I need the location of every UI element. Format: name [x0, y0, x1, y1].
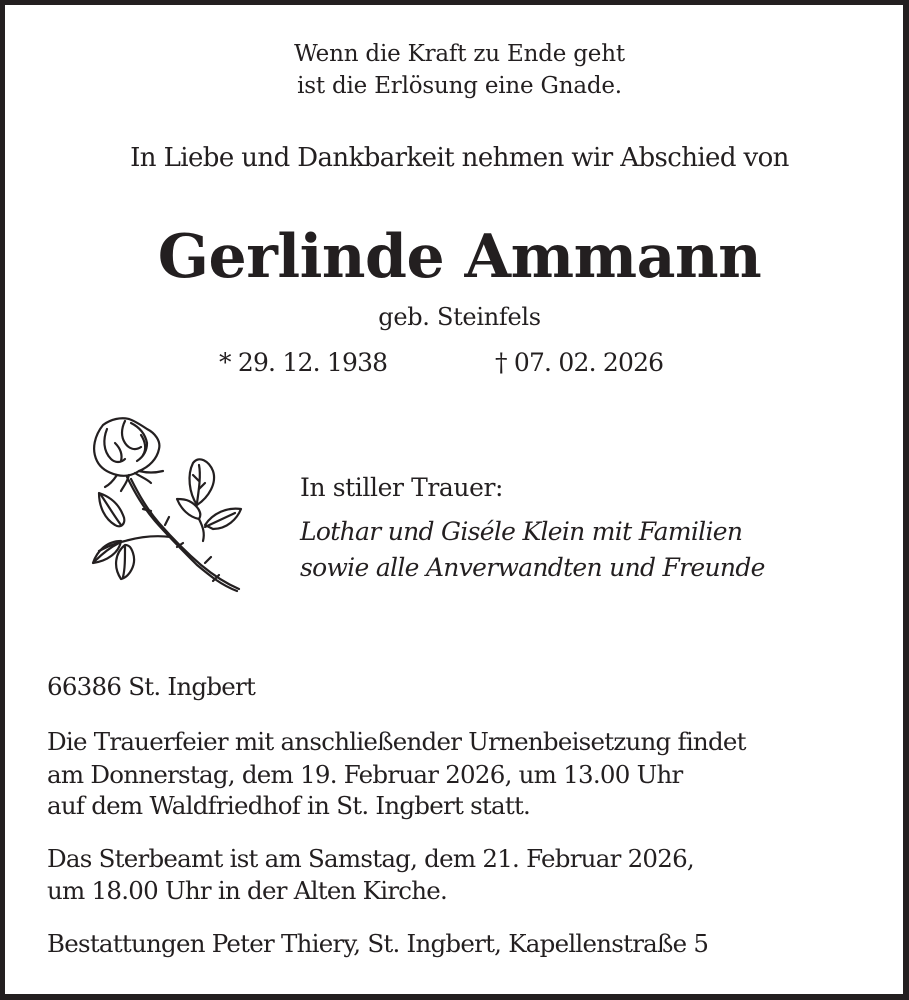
- mourners-line-2: sowie alle Anverwandten und Freunde: [300, 553, 765, 582]
- deceased-name: Gerlinde Ammann: [157, 222, 762, 292]
- location: 66386 St. Ingbert: [47, 672, 256, 701]
- motto-line-1: Wenn die Kraft zu Ende geht: [294, 41, 625, 67]
- mourners-heading: In stiller Trauer:: [300, 473, 504, 502]
- requiem-line-2: um 18.00 Uhr in der Alten Kirche.: [47, 876, 448, 905]
- birth-date: * 29. 12. 1938: [219, 348, 388, 377]
- mourners-line-1: Lothar und Giséle Klein mit Familien: [300, 517, 743, 546]
- intro-text: In Liebe und Dankbarkeit nehmen wir Abschied von: [130, 143, 789, 173]
- funeral-line-1: Die Trauerfeier mit anschließender Urnenbeisetzung findet: [47, 727, 746, 756]
- funeral-line-3: auf dem Waldfriedhof in St. Ingbert statt.: [47, 791, 531, 820]
- rose-icon: [85, 413, 251, 595]
- motto-line-2: ist die Erlösung eine Gnade.: [297, 73, 622, 99]
- undertaker-info: Bestattungen Peter Thiery, St. Ingbert, Kapellenstraße 5: [47, 929, 709, 958]
- maiden-name: geb. Steinfels: [378, 303, 541, 331]
- requiem-line-1: Das Sterbeamt ist am Samstag, dem 21. Februar 2026,: [47, 844, 694, 873]
- death-date: † 07. 02. 2026: [495, 348, 664, 377]
- funeral-line-2: am Donnerstag, dem 19. Februar 2026, um 13.00 Uhr: [47, 760, 683, 789]
